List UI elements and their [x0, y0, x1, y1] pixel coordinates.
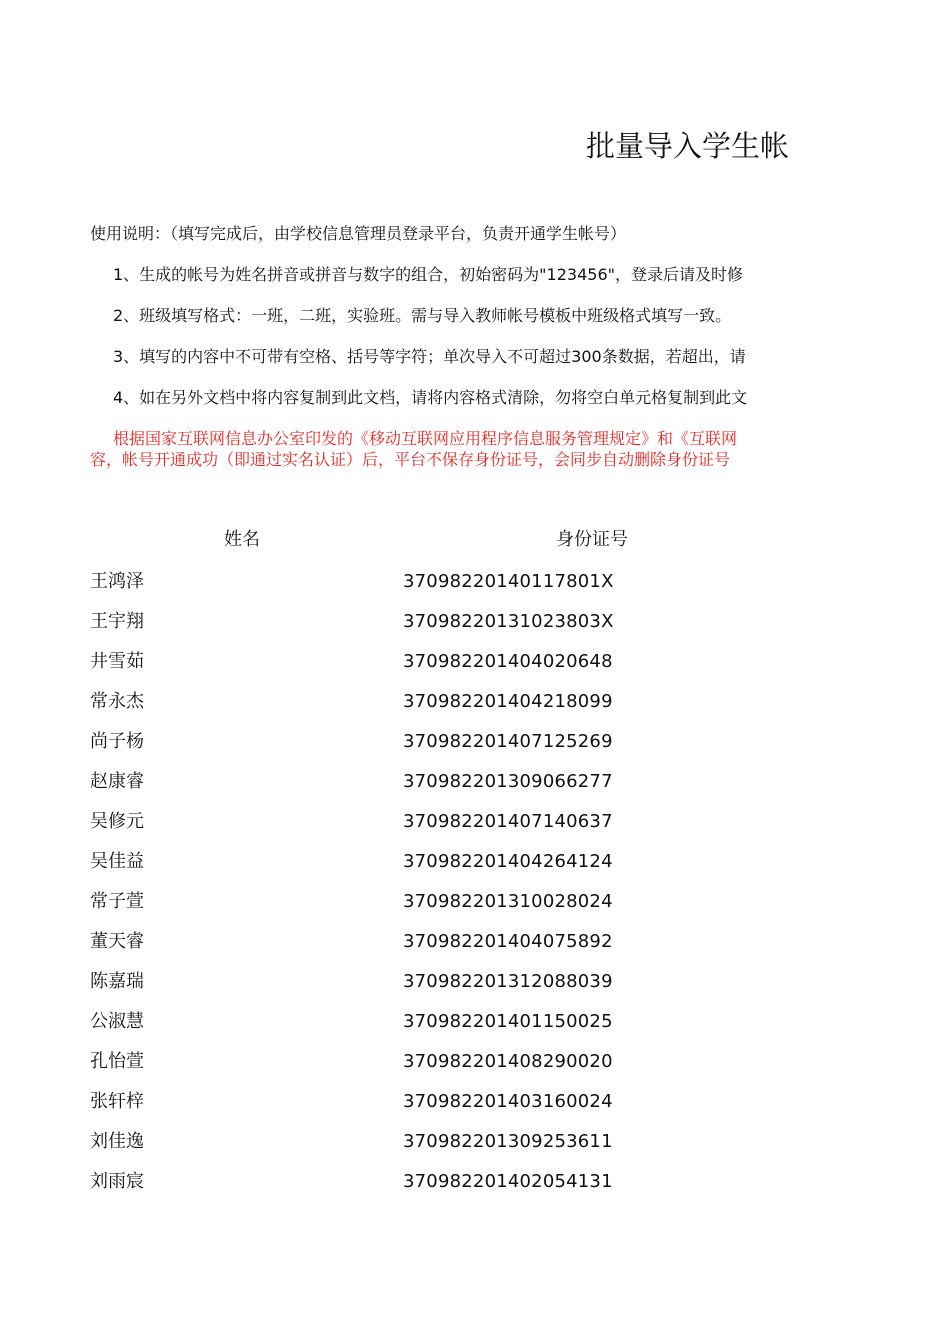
table-row	[0, 610, 790, 650]
sheet-title: 批量导入学生帐	[586, 129, 790, 163]
table-row	[0, 1090, 790, 1130]
id-number-cell[interactable]: 370982201407125269	[403, 731, 613, 752]
table-row	[0, 970, 790, 1010]
table-row	[0, 1010, 790, 1050]
student-name-cell[interactable]: 董天睿	[90, 931, 144, 952]
student-name-cell[interactable]: 常子萱	[90, 891, 144, 912]
id-number-cell[interactable]: 370982201401150025	[403, 1011, 613, 1032]
id-number-cell[interactable]: 370982201309253611	[403, 1131, 613, 1152]
student-name-cell[interactable]: 吴佳益	[90, 851, 144, 872]
student-name-cell[interactable]: 尚子杨	[90, 731, 144, 752]
id-number-cell[interactable]: 370982201408290020	[403, 1051, 613, 1072]
student-name-cell[interactable]: 陈嘉瑞	[90, 971, 144, 992]
student-name-cell[interactable]: 张轩梓	[90, 1091, 144, 1112]
student-name-cell[interactable]: 常永杰	[90, 691, 144, 712]
usage-instructions: 使用说明：（填写完成后，由学校信息管理员登录平台，负责开通学生帐号）	[90, 224, 627, 243]
column-header-name: 姓名	[224, 529, 260, 550]
table-row	[0, 850, 790, 890]
table-row	[0, 1050, 790, 1090]
id-number-cell[interactable]: 370982201407140637	[403, 811, 613, 832]
id-number-cell[interactable]: 370982201309066277	[403, 771, 613, 792]
id-number-cell[interactable]: 370982201404264124	[403, 851, 613, 872]
table-row	[0, 730, 790, 770]
id-number-cell[interactable]: 370982201403160024	[403, 1091, 613, 1112]
table-row	[0, 690, 790, 730]
privacy-notice-line-1: 根据国家互联网信息办公室印发的《移动互联网应用程序信息服务管理规定》和《互联网	[113, 429, 738, 448]
student-name-cell[interactable]: 吴修元	[90, 811, 144, 832]
student-name-cell[interactable]: 王鸿泽	[90, 571, 144, 592]
table-row	[0, 810, 790, 850]
table-row	[0, 570, 790, 610]
student-name-cell[interactable]: 公淑慧	[90, 1011, 144, 1032]
id-number-cell[interactable]: 370982201404075892	[403, 931, 613, 952]
student-name-cell[interactable]: 刘雨宸	[90, 1171, 144, 1192]
student-name-cell[interactable]: 孔怡萱	[90, 1051, 144, 1072]
id-number-cell[interactable]: 37098220131023803X	[403, 611, 614, 632]
rule-4: 4、如在另外文档中将内容复制到此文档，请将内容格式清除，勿将空白单元格复制到此文	[113, 388, 748, 407]
privacy-notice-line-2: 容，帐号开通成功（即通过实名认证）后，平台不保存身份证号，会同步自动删除身份证号	[90, 450, 731, 469]
table-row	[0, 650, 790, 690]
id-number-cell[interactable]: 370982201404020648	[403, 651, 613, 672]
student-table	[0, 570, 790, 1210]
student-name-cell[interactable]: 刘佳逸	[90, 1131, 144, 1152]
id-number-cell[interactable]: 370982201402054131	[403, 1171, 613, 1192]
table-row	[0, 1130, 790, 1170]
student-name-cell[interactable]: 井雪茹	[90, 651, 144, 672]
id-number-cell[interactable]: 370982201404218099	[403, 691, 613, 712]
id-number-cell[interactable]: 370982201310028024	[403, 891, 613, 912]
table-row	[0, 890, 790, 930]
student-name-cell[interactable]: 赵康睿	[90, 771, 144, 792]
column-header-id-number: 身份证号	[556, 529, 628, 550]
table-row	[0, 770, 790, 810]
id-number-cell[interactable]: 370982201312088039	[403, 971, 613, 992]
rule-3: 3、填写的内容中不可带有空格、括号等字符；单次导入不可超过300条数据，若超出，请	[113, 347, 746, 366]
student-name-cell[interactable]: 王宇翔	[90, 611, 144, 632]
table-row	[0, 930, 790, 970]
id-number-cell[interactable]: 37098220140117801X	[403, 571, 614, 592]
rule-1: 1、生成的帐号为姓名拼音或拼音与数字的组合，初始密码为"123456"，登录后请及时修	[113, 265, 743, 284]
rule-2: 2、班级填写格式：一班，二班，实验班。需与导入教师帐号模板中班级格式填写一致。	[113, 306, 732, 325]
table-row	[0, 1170, 790, 1210]
